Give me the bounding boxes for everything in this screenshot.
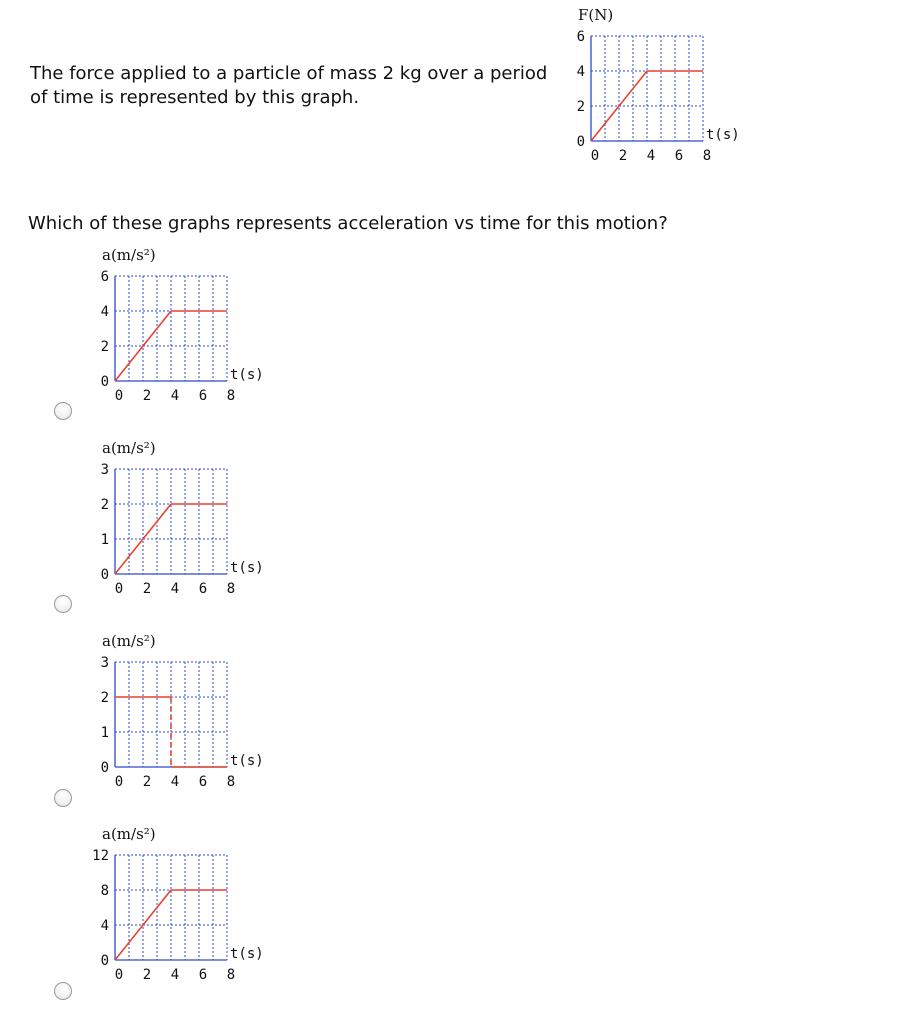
y-tick-label: 8 xyxy=(100,883,109,899)
y-tick-label: 12 xyxy=(92,848,109,864)
option-a-graph xyxy=(86,240,276,418)
y-tick-label: 4 xyxy=(100,304,109,320)
x-axis-label: t(s) xyxy=(230,753,264,769)
y-axis-label: a(m/s²) xyxy=(102,439,156,457)
y-tick-label: 1 xyxy=(100,725,109,741)
x-tick-label: 6 xyxy=(674,148,684,164)
x-axis-label: t(s) xyxy=(230,946,264,962)
x-tick-label: 6 xyxy=(198,581,208,597)
y-tick-label: 4 xyxy=(100,918,109,934)
x-tick-label: 0 xyxy=(114,581,124,597)
x-tick-label: 4 xyxy=(170,967,180,983)
y-tick-label: 2 xyxy=(100,339,109,355)
x-tick-label: 2 xyxy=(142,581,152,597)
y-tick-label: 0 xyxy=(100,567,109,583)
option-c-radio[interactable] xyxy=(54,789,72,807)
x-tick-label: 0 xyxy=(590,148,600,164)
x-tick-label: 0 xyxy=(114,967,124,983)
force-graph xyxy=(562,0,752,178)
y-tick-label: 2 xyxy=(100,497,109,513)
x-tick-label: 2 xyxy=(618,148,628,164)
y-tick-label: 2 xyxy=(100,690,109,706)
y-tick-label: 3 xyxy=(100,462,109,478)
x-axis-label: t(s) xyxy=(230,367,264,383)
y-tick-label: 6 xyxy=(576,29,585,45)
y-tick-label: 4 xyxy=(576,64,585,80)
y-tick-label: 0 xyxy=(100,374,109,390)
x-tick-label: 0 xyxy=(114,774,124,790)
y-tick-label: 0 xyxy=(576,134,585,150)
x-tick-label: 8 xyxy=(226,581,236,597)
y-tick-label: 6 xyxy=(100,269,109,285)
x-axis-label: t(s) xyxy=(706,127,740,143)
x-axis-label: t(s) xyxy=(230,560,264,576)
x-tick-label: 2 xyxy=(142,388,152,404)
option-a-radio[interactable] xyxy=(54,402,72,420)
x-tick-label: 8 xyxy=(702,148,712,164)
option-b-graph xyxy=(86,433,276,611)
x-tick-label: 4 xyxy=(646,148,656,164)
x-tick-label: 8 xyxy=(226,774,236,790)
y-tick-label: 3 xyxy=(100,655,109,671)
y-tick-label: 0 xyxy=(100,760,109,776)
x-tick-label: 8 xyxy=(226,388,236,404)
option-d-radio[interactable] xyxy=(54,982,72,1000)
option-b-radio[interactable] xyxy=(54,595,72,613)
x-tick-label: 4 xyxy=(170,581,180,597)
x-tick-label: 4 xyxy=(170,388,180,404)
x-tick-label: 4 xyxy=(170,774,180,790)
y-tick-label: 2 xyxy=(576,99,585,115)
y-axis-label: a(m/s²) xyxy=(102,246,156,264)
x-tick-label: 6 xyxy=(198,774,208,790)
problem-intro: The force applied to a particle of mass 2 kg over a period of time is represented by this graph. xyxy=(30,63,548,108)
option-d-graph xyxy=(86,819,276,997)
x-tick-label: 2 xyxy=(142,967,152,983)
x-tick-label: 6 xyxy=(198,967,208,983)
y-tick-label: 1 xyxy=(100,532,109,548)
x-tick-label: 0 xyxy=(114,388,124,404)
y-axis-label: a(m/s²) xyxy=(102,825,156,843)
option-c-graph xyxy=(86,626,276,804)
x-tick-label: 6 xyxy=(198,388,208,404)
x-tick-label: 8 xyxy=(226,967,236,983)
y-axis-label: a(m/s²) xyxy=(102,632,156,650)
y-tick-label: 0 xyxy=(100,953,109,969)
y-axis-label: F(N) xyxy=(578,6,614,24)
x-tick-label: 2 xyxy=(142,774,152,790)
question-text: Which of these graphs represents acceleration vs time for this motion? xyxy=(28,213,668,234)
